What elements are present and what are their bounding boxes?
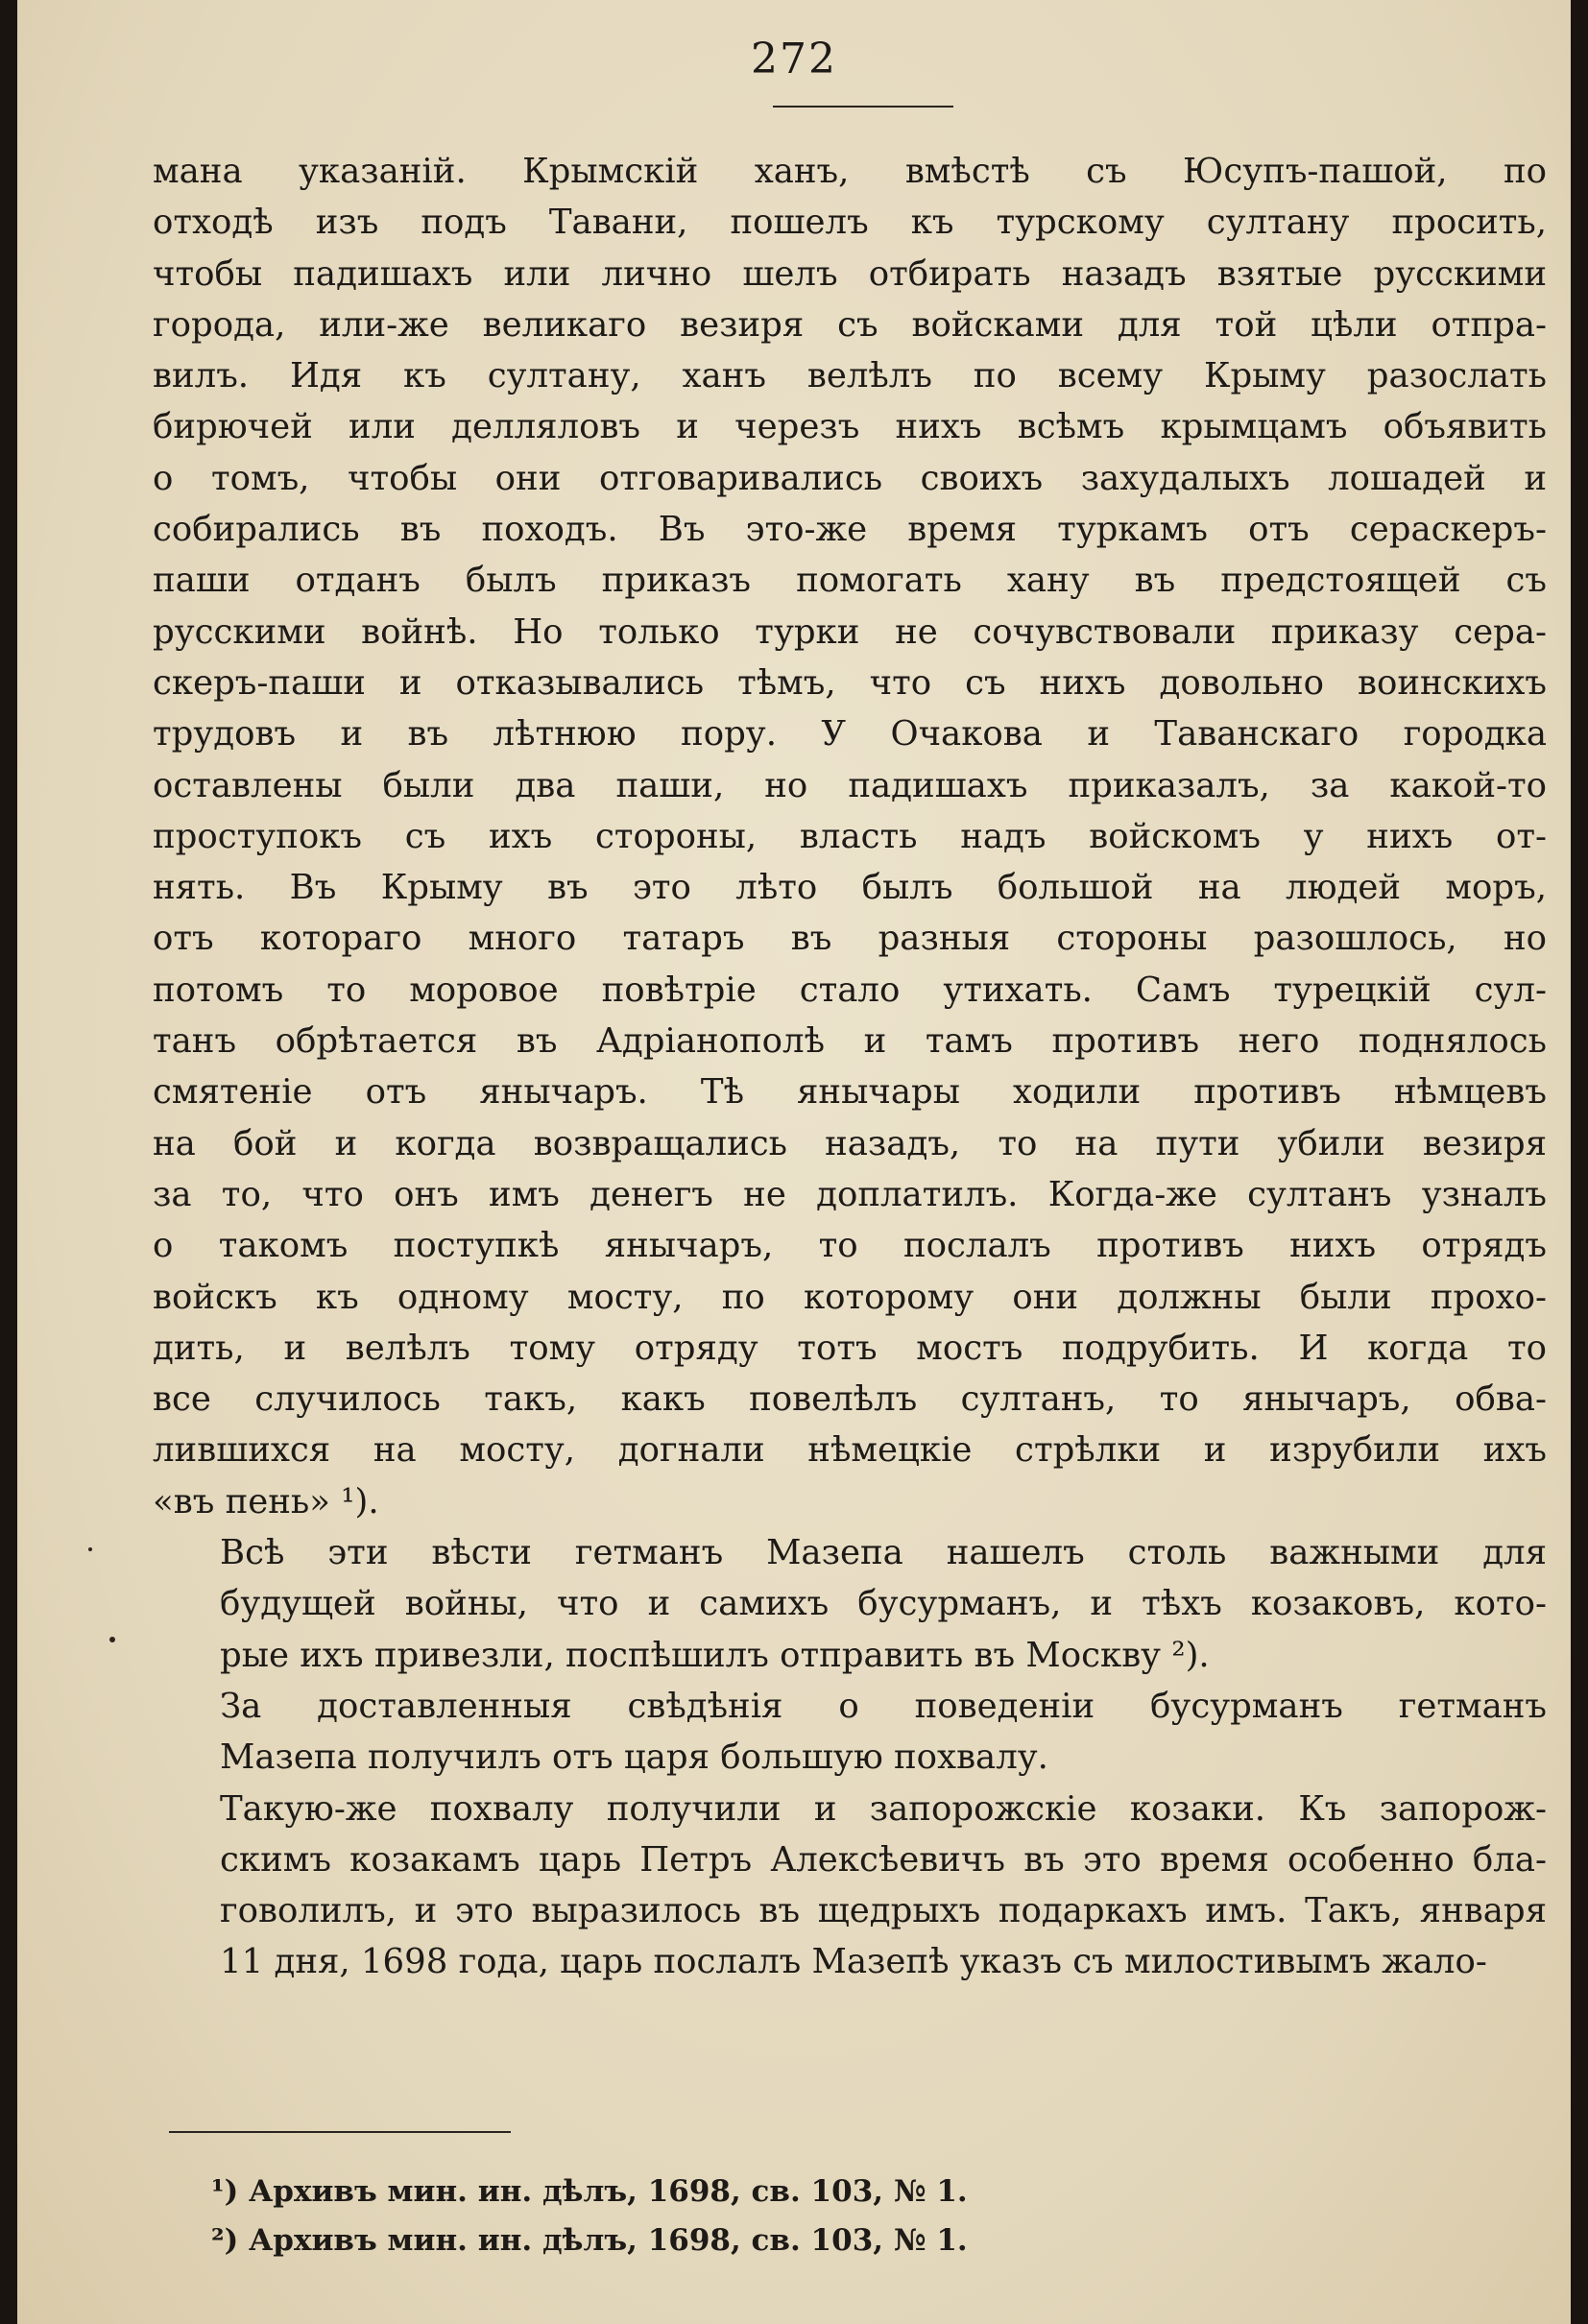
text-line: города, или-же великаго везиря съ войсками для той цѣли отпра- xyxy=(153,304,1547,345)
page-number-rule xyxy=(773,106,953,108)
text-line: отъ котораго много татаръ въ разныя стороны разошлось, но xyxy=(153,919,1547,959)
text-line: лившихся на мосту, догнали нѣмецкіе стрѣлки и изрубили ихъ xyxy=(153,1430,1547,1471)
text-line: рые ихъ привезли, поспѣшилъ отправить въ Москву ²). xyxy=(220,1635,1210,1675)
text-line: За доставленныя свѣдѣнія о поведеніи бусурманъ гетманъ xyxy=(220,1686,1547,1726)
text-line: говолилъ, и это выразилось въ щедрыхъ подаркахъ имъ. Такъ, января xyxy=(220,1891,1547,1931)
text-line: будущей войны, что и самихъ бусурманъ, и тѣхъ козаковъ, кото- xyxy=(220,1584,1547,1624)
book-page xyxy=(17,0,1571,2324)
text-line: танъ обрѣтается въ Адріанополѣ и тамъ противъ него поднялось xyxy=(153,1021,1547,1062)
text-line: бирючей или делляловъ и черезъ нихъ всѣмъ крымцамъ объявить xyxy=(153,407,1547,447)
text-line: 11 дня, 1698 года, царь послалъ Мазепѣ указъ съ милостивымъ жало- xyxy=(220,1942,1487,1982)
text-line: все случилось такъ, какъ повелѣлъ султанъ, то янычаръ, обва- xyxy=(153,1379,1547,1420)
text-line: трудовъ и въ лѣтнюю пору. У Очакова и Таванскаго городка xyxy=(153,714,1547,755)
paragraph xyxy=(153,1527,1547,1681)
text-line: на бой и когда возвращались назадъ, то на пути убили везиря xyxy=(153,1123,1547,1163)
page-number: 272 xyxy=(751,35,837,84)
text-line: чтобы падишахъ или лично шелъ отбирать назадъ взятые русскими xyxy=(153,253,1547,294)
footnote: ¹) Архивъ мин. ин. дѣлъ, 1698, св. 103, № 1. xyxy=(211,2174,968,2209)
text-line: нять. Въ Крыму въ это лѣто былъ большой на людей моръ, xyxy=(153,868,1547,908)
paragraph xyxy=(153,1784,1547,1988)
text-line: мана указаній. Крымскій ханъ, вмѣстѣ съ Юсупъ-пашой, по xyxy=(153,152,1547,191)
text-line: скимъ козакамъ царь Петръ Алексѣевичъ въ это время особенно бла- xyxy=(220,1839,1547,1880)
text-line: Всѣ эти вѣсти гетманъ Мазепа нашелъ столь важными для xyxy=(220,1533,1547,1573)
text-line: отходѣ изъ подъ Тавани, пошелъ къ турскому султану просить, xyxy=(153,203,1547,243)
text-line: дить, и велѣлъ тому отряду тотъ мостъ подрубить. И когда то xyxy=(153,1328,1547,1368)
paragraph xyxy=(153,146,1547,1527)
footnote-rule xyxy=(169,2131,511,2133)
text-line: за то, что онъ имъ денегъ не доплатилъ. Когда-же султанъ узналъ xyxy=(153,1174,1547,1214)
text-line: о томъ, чтобы они отговаривались своихъ захудалыхъ лошадей и xyxy=(153,458,1547,498)
text-line: оставлены были два паши, но падишахъ приказалъ, за какой-то xyxy=(153,765,1547,805)
text-line: войскъ къ одному мосту, по которому они должны были прохо- xyxy=(153,1277,1547,1317)
text-line: паши отданъ былъ приказъ помогать хану въ предстоящей съ xyxy=(153,561,1547,601)
text-line: Такую-же похвалу получили и запорожскіе козаки. Къ запорож- xyxy=(220,1788,1547,1829)
print-speck xyxy=(109,1637,115,1642)
text-line: потомъ то моровое повѣтріе стало утихать. Самъ турецкій сул- xyxy=(153,970,1547,1010)
text-line: собирались въ походъ. Въ это-же время туркамъ отъ сераскеръ- xyxy=(153,510,1547,550)
text-line: скеръ-паши и отказывались тѣмъ, что съ нихъ довольно воинскихъ xyxy=(153,662,1547,703)
body-text xyxy=(153,146,1547,1988)
text-line: о такомъ поступкѣ янычаръ, то послалъ противъ нихъ отрядъ xyxy=(153,1226,1547,1266)
text-line: русскими войнѣ. Но только турки не сочувствовали приказу сера- xyxy=(153,611,1547,652)
text-line: «въ пень» ¹). xyxy=(153,1481,379,1521)
paragraph xyxy=(153,1681,1547,1784)
footnotes xyxy=(211,2168,1363,2265)
print-speck xyxy=(88,1547,92,1551)
footnote: ²) Архивъ мин. ин. дѣлъ, 1698, св. 103, № 1. xyxy=(211,2223,968,2258)
text-line: проступокъ съ ихъ стороны, власть надъ войскомъ у нихъ от- xyxy=(153,816,1547,856)
text-line: вилъ. Идя къ султану, ханъ велѣлъ по всему Крыму разослать xyxy=(153,356,1547,396)
text-line: смятеніе отъ янычаръ. Тѣ янычары ходили противъ нѣмцевъ xyxy=(153,1072,1547,1113)
text-line: Мазепа получилъ отъ царя большую похвалу. xyxy=(220,1737,1048,1778)
